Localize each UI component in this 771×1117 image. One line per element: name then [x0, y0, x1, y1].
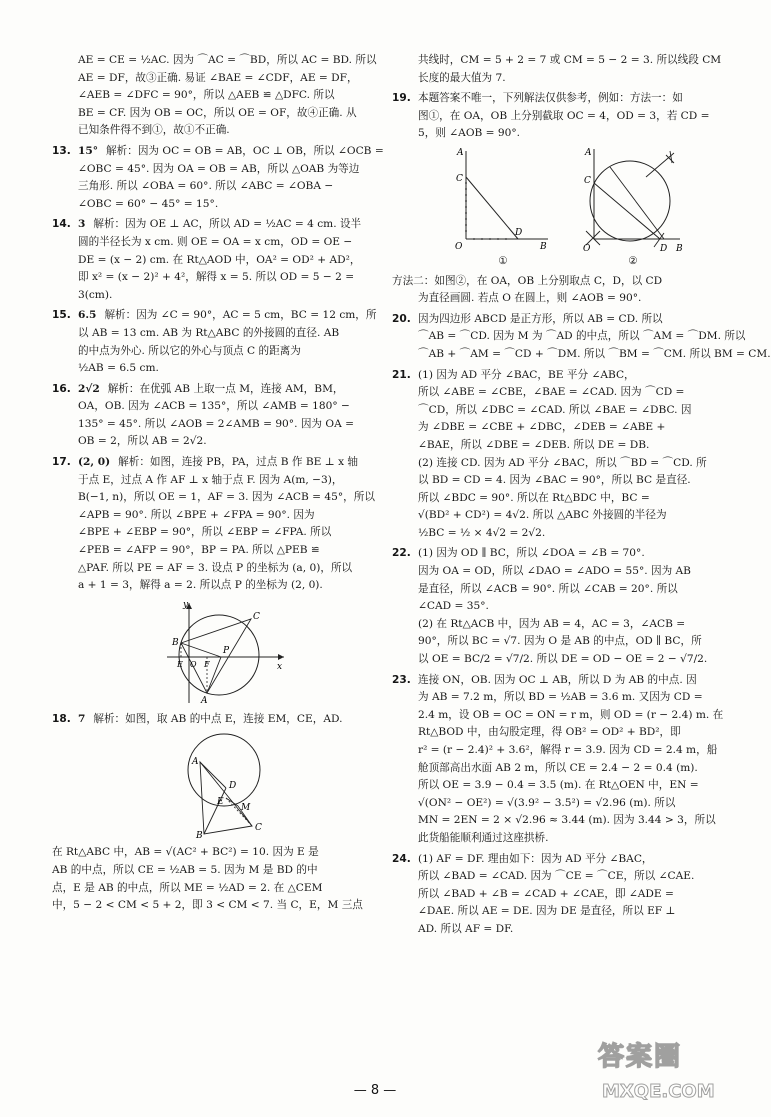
text-line: ∠DAE. 所以 AE = DE. 因为 DE 是直径，所以 EF ⊥	[418, 905, 676, 918]
figure-1-caption: ①	[498, 254, 508, 267]
text-line: 5，则 ∠AOB = 90°.	[418, 127, 521, 140]
circle	[590, 161, 670, 241]
text-line: 所以 ∠ABE = ∠CBE，∠BAE = ∠CAD. 因为 ⌒CD =	[418, 386, 685, 399]
text-line: 已知条件得不到①，故①不正确.	[78, 124, 230, 137]
text-line: 在 Rt△ABC 中，AB = √(AC² + BC²) = 10. 因为 E 是	[52, 846, 319, 859]
text-line: 解析：如图，取 AB 的中点 E，连接 EM，CE，AD.	[93, 712, 343, 725]
label-a: A	[457, 147, 464, 158]
label-e: E	[217, 797, 224, 808]
text-line: 为 AB = 7.2 m，所以 BD = ½AB = 3.6 m. 又因为 CD =	[418, 691, 703, 704]
question-number: 17.	[52, 456, 71, 469]
text-line: ½BC = ½ × 4√2 = 2√2.	[418, 526, 546, 539]
label-b: B	[196, 831, 203, 842]
text-line: 所以 ∠BDC = 90°. 所以在 Rt△BDC 中，BC =	[418, 491, 650, 504]
answer-value: 3	[78, 218, 86, 231]
left-column	[52, 52, 384, 918]
label-c: C	[456, 173, 463, 184]
text-line: r² = (r − 2.4)² + 3.6²，解得 r = 3.9. 因为 CD = 2.4 m，船	[418, 744, 718, 756]
question-number: 21.	[392, 368, 411, 381]
text-line: 解析：如图，连接 PB，PA，过点 B 作 BE ⊥ x 轴	[118, 456, 358, 469]
x-axis-arrow-icon	[278, 654, 284, 660]
text-line: Rt△BOD 中，由勾股定理，得 OB² = OD² + BD²，即	[418, 726, 681, 739]
text-line: 因为四边形 ABCD 是正方形，所以 AB = CD. 所以	[418, 312, 663, 325]
question-number: 16.	[52, 382, 71, 395]
triangle-abc	[181, 619, 251, 693]
text-line: ⌒AB = ⌒CD. 因为 M 为 ⌒AD 的中点，所以 ⌒AM = ⌒DM. 所以	[418, 330, 746, 343]
text-line: 90°，所以 BC = √7. 因为 O 是 AB 的中点，OD ∥ BC，所	[418, 635, 702, 648]
watermark-site: MXQE.COM	[602, 1081, 715, 1102]
text-line: (1) 因为 AD 平分 ∠BAC，BE 平分 ∠ABC，	[418, 368, 635, 381]
text-line: 此货船能顺利通过这座拱桥.	[418, 831, 549, 844]
text-line: 连接 ON，OB. 因为 OC ⊥ AB，所以 D 为 AB 的中点. 因	[418, 673, 697, 686]
label-a: A	[585, 147, 592, 158]
text-line: 以 BD = CD = 4. 因为 ∠BAC = 90°，所以 BC 是直径.	[418, 474, 691, 487]
label-d: D	[515, 227, 523, 238]
text-line: B(−1, n)，所以 OE = 1，AF = 3. 因为 ∠ACB = 45°，所以	[78, 491, 375, 504]
text-line: 以 AB = 13 cm. AB 为 Rt△ABC 的外接圆的直径. AB	[78, 326, 340, 339]
label-d: D	[660, 243, 668, 254]
label-c: C	[255, 823, 262, 834]
question-number: 18.	[52, 712, 71, 725]
answer-15	[52, 307, 377, 377]
text-line: 即 x² = (x − 2)² + 4²，解得 x = 5. 所以 OD = 5 − 2 =	[78, 271, 355, 284]
text-line: 图①，在 OA，OB 上分别截取 OC = 4，OD = 3，若 CD =	[418, 109, 710, 122]
text-line: 本题答案不唯一，下列解法仅供参考，例如：方法一：如	[418, 92, 683, 105]
text-line: AE = CE = ½AC. 因为 ⌒AC = ⌒BD，所以 AC = BD. 所以	[78, 54, 377, 66]
figure-2-circle-method	[580, 143, 684, 255]
arc-mark-line	[646, 153, 674, 177]
text-line: 长度的最大值为 7.	[418, 71, 506, 84]
text-line: (1) 因为 OD ∥ BC，所以 ∠DOA = ∠B = 70°.	[418, 547, 645, 560]
question-number: 19.	[392, 92, 411, 105]
question-number: 14.	[52, 218, 71, 231]
segment-cd	[466, 177, 518, 239]
text-line: 为 ∠DBE = ∠CBE + ∠DBC，∠DEB = ∠ABE +	[418, 421, 666, 434]
label-c: C	[253, 611, 260, 622]
text-line: 2.4 m，设 OB = OC = ON = r m，则 OD = (r − 2.4) m. 在	[418, 708, 724, 721]
text-line: MN = 2EN = 2 × √2.96 ≈ 3.44 (m). 因为 3.44 > 3，所以	[418, 814, 716, 827]
label-f: F	[204, 659, 210, 669]
label-o: O	[583, 243, 591, 254]
text-line: ½AB = 6.5 cm.	[78, 362, 159, 375]
text-line: ∠BAE，所以 ∠DBE = ∠DEB. 所以 DE = DB.	[418, 438, 650, 451]
text-line: 解析：因为 ∠C = 90°，AC = 5 cm，BC = 12 cm，所	[104, 309, 377, 322]
text-line: 的中点为外心. 所以它的外心与顶点 C 的距离为	[78, 344, 301, 357]
answer-17	[52, 454, 375, 707]
figure-captions	[438, 253, 698, 271]
label-e: E	[177, 659, 183, 669]
answer-22	[392, 545, 712, 668]
text-line: 解析：在优弧 AB 上取一点 M，连接 AM，BM，	[107, 382, 344, 395]
text-line: 所以 ∠BAD = ∠CAD. 因为 ⌒CE = ⌒CE，所以 ∠CAE.	[418, 870, 695, 883]
text-line: 3(cm).	[78, 288, 113, 301]
text-line: 所以 OE = 3.9 − 0.4 = 3.5 (m). 在 Rt△OEN 中，EN =	[418, 779, 699, 792]
segment-ad	[200, 762, 226, 788]
text-line: AE = DF，故③正确. 易证 ∠BAE = ∠CDF，AE = DF，	[78, 71, 358, 84]
figure-row	[438, 143, 698, 255]
figure-1-right-angle	[452, 143, 552, 255]
text-line: ∠BPE + ∠EBP = 90°，所以 ∠EBP = ∠FPA. 所以	[78, 526, 332, 539]
label-m: M	[241, 803, 251, 814]
text-line: ⌒CD，所以 ∠DBC = ∠CAD. 所以 ∠BAE = ∠DBC. 因	[418, 403, 692, 416]
question-number: 23.	[392, 673, 411, 686]
text-line: AD. 所以 AF = DF.	[418, 922, 514, 935]
label-d: D	[229, 781, 237, 792]
text-line: OB = 2，所以 AB = 2√2.	[78, 435, 207, 448]
continued-answer-12	[52, 52, 377, 140]
answer-value: (2, 0)	[78, 456, 111, 469]
question-number: 20.	[392, 312, 411, 325]
text-line: (1) AF = DF. 理由如下：因为 AD 平分 ∠BAC，	[418, 852, 653, 865]
watermark-brand: 答案圈	[598, 1042, 683, 1072]
text-line: 共线时，CM = 5 + 2 = 7 或 CM = 5 − 2 = 3. 所以线段 CM	[418, 54, 722, 66]
continued-answer-18	[392, 52, 722, 87]
coordinate-circle-figure	[159, 597, 289, 707]
text-line: ∠PEB = ∠AFP = 90°，BP = PA. 所以 △PEB ≌	[78, 544, 320, 557]
answer-20	[392, 311, 771, 364]
text-line: 135° = 45°. 所以 ∠AOB = 2∠AMB = 90°. 因为 OA =	[78, 417, 354, 430]
segment-db	[204, 788, 226, 834]
text-line: DE = (x − 2) cm. 在 Rt△AOD 中，OA² = OD² + AD²，	[78, 253, 361, 266]
text-line: ⌒AB + ⌒AM = ⌒CD + ⌒DM. 所以 ⌒BM = ⌒CM. 所以 BM = CM.	[418, 347, 771, 360]
text-line: ∠AEB = ∠DFC = 90°，所以 △AEB ≌ △DFC. 所以	[78, 89, 335, 102]
answer-21	[392, 367, 712, 543]
label-y: y	[183, 599, 189, 610]
answer-24	[392, 851, 712, 939]
label-c: C	[584, 175, 591, 186]
answer-16	[52, 381, 370, 451]
text-line: 解析：因为 OC = OB = AB，OC ⊥ OB，所以 ∠OCB =	[106, 144, 384, 157]
label-p: P	[223, 645, 230, 656]
circle	[188, 734, 260, 806]
figure-2-caption: ②	[628, 254, 638, 267]
answer-value: 7	[78, 712, 86, 725]
answer-23	[392, 672, 724, 848]
text-line: 三角形. 所以 ∠OBA = 60°. 所以 ∠ABC = ∠OBA −	[78, 180, 334, 193]
text-line: 是直径，所以 ∠ACB = 90°. 所以 ∠CAB = 20°. 所以	[418, 582, 678, 595]
answer-value: 2√2	[78, 382, 100, 395]
text-line: ∠CAD = 35°.	[418, 600, 489, 613]
label-o: O	[455, 241, 463, 252]
text-line: ∠APB = 90°. 所以 ∠BPE + ∠FPA = 90°. 因为	[78, 508, 315, 521]
answer-13	[52, 143, 384, 213]
text-line: 中，5 − 2 < CM < 5 + 2，即 3 < CM < 7. 当 C，E，M 三点	[52, 899, 363, 912]
label-o: O	[190, 659, 197, 669]
text-line: ∠OBC = 45°. 因为 OA = OB = AB，所以 △OAB 为等边	[78, 162, 360, 175]
question-number: 22.	[392, 547, 411, 560]
circle	[179, 615, 259, 695]
text-line: (2) 连接 CD. 因为 AD 平分 ∠BAC，所以 ⌒BD = ⌒CD. 所	[418, 456, 707, 469]
text-line: 于点 E，过点 A 作 AF ⊥ x 轴于点 F. 因为 A(m, −3)，	[78, 473, 343, 486]
answer-18	[52, 711, 370, 915]
cross-mark-icon	[586, 231, 600, 245]
text-line: BE = CF. 因为 OB = OC，所以 OE = OF，故④正确. 从	[78, 106, 357, 119]
text-line: 圆的半径长为 x cm. 则 OE = OA = x cm，OD = OE −	[78, 235, 353, 248]
circle-triangle-figure	[164, 730, 284, 840]
question-number: 13.	[52, 144, 71, 157]
text-line: 为直径画圆. 若点 O 在圆上，则 ∠AOB = 90°.	[418, 292, 642, 305]
label-a: A	[201, 695, 208, 706]
text-line: AB 的中点，所以 CE = ½AB = 5. 因为 M 是 BD 的中	[52, 864, 318, 876]
page-number: — 8 —	[353, 1083, 397, 1098]
text-line: OA，OB. 因为 ∠ACB = 135°，所以 ∠AMB = 180° −	[78, 400, 350, 413]
text-line: 舱顶部高出水面 AB 2 m，所以 CE = 2.4 − 2 = 0.4 (m).	[418, 761, 698, 774]
question-number: 24.	[392, 852, 411, 865]
text-line: 方法二：如图②，在 OA，OB 上分别取点 C，D，以 CD	[392, 274, 663, 287]
text-line: 以 OE = BC/2 = √7/2. 所以 DE = OD − OE = 2 − √7/2.	[418, 653, 708, 666]
question-number: 15.	[52, 309, 71, 322]
text-line: 所以 ∠BAD + ∠B = ∠CAD + ∠CAE，即 ∠ADE =	[418, 887, 674, 900]
answer-19	[392, 90, 712, 308]
watermark-logo	[598, 1042, 738, 1109]
label-b: B	[172, 637, 179, 648]
label-b: B	[540, 241, 547, 252]
text-line: (2) 在 Rt△ACB 中，因为 AB = 4，AC = 3，∠ACB =	[418, 617, 686, 630]
answer-14	[52, 216, 370, 304]
text-line: 因为 OA = OD，所以 ∠DAO = ∠ADO = 55°. 因为 AB	[418, 565, 691, 578]
text-line: ∠OBC = 60° − 45° = 15°.	[78, 197, 219, 210]
text-line: √(ON² − OE²) = √(3.9² − 3.5²) = √2.96 (m). 所以	[418, 796, 676, 809]
answer-value: 15°	[78, 144, 99, 157]
label-x: x	[277, 661, 283, 672]
text-line: a + 1 = 3，解得 a = 2. 所以点 P 的坐标为 (2, 0).	[78, 579, 323, 592]
text-line: 解析：因为 OE ⊥ AC，所以 AD = ½AC = 4 cm. 设半	[93, 218, 362, 231]
text-line: √(BD² + CD²) = 4√2. 所以 △ABC 外接圆的半径为	[418, 509, 667, 522]
label-a: A	[192, 757, 199, 768]
text-line: 点，E 是 AB 的中点，所以 ME = ½AD = 2. 在 △CEM	[52, 881, 323, 894]
answer-value: 6.5	[78, 309, 97, 322]
label-b: B	[676, 243, 683, 254]
segment-cd	[594, 183, 660, 239]
right-column	[392, 52, 771, 942]
text-line: △PAF. 所以 PE = AF = 3. 设点 P 的坐标为 (a, 0)，所以	[78, 561, 353, 574]
